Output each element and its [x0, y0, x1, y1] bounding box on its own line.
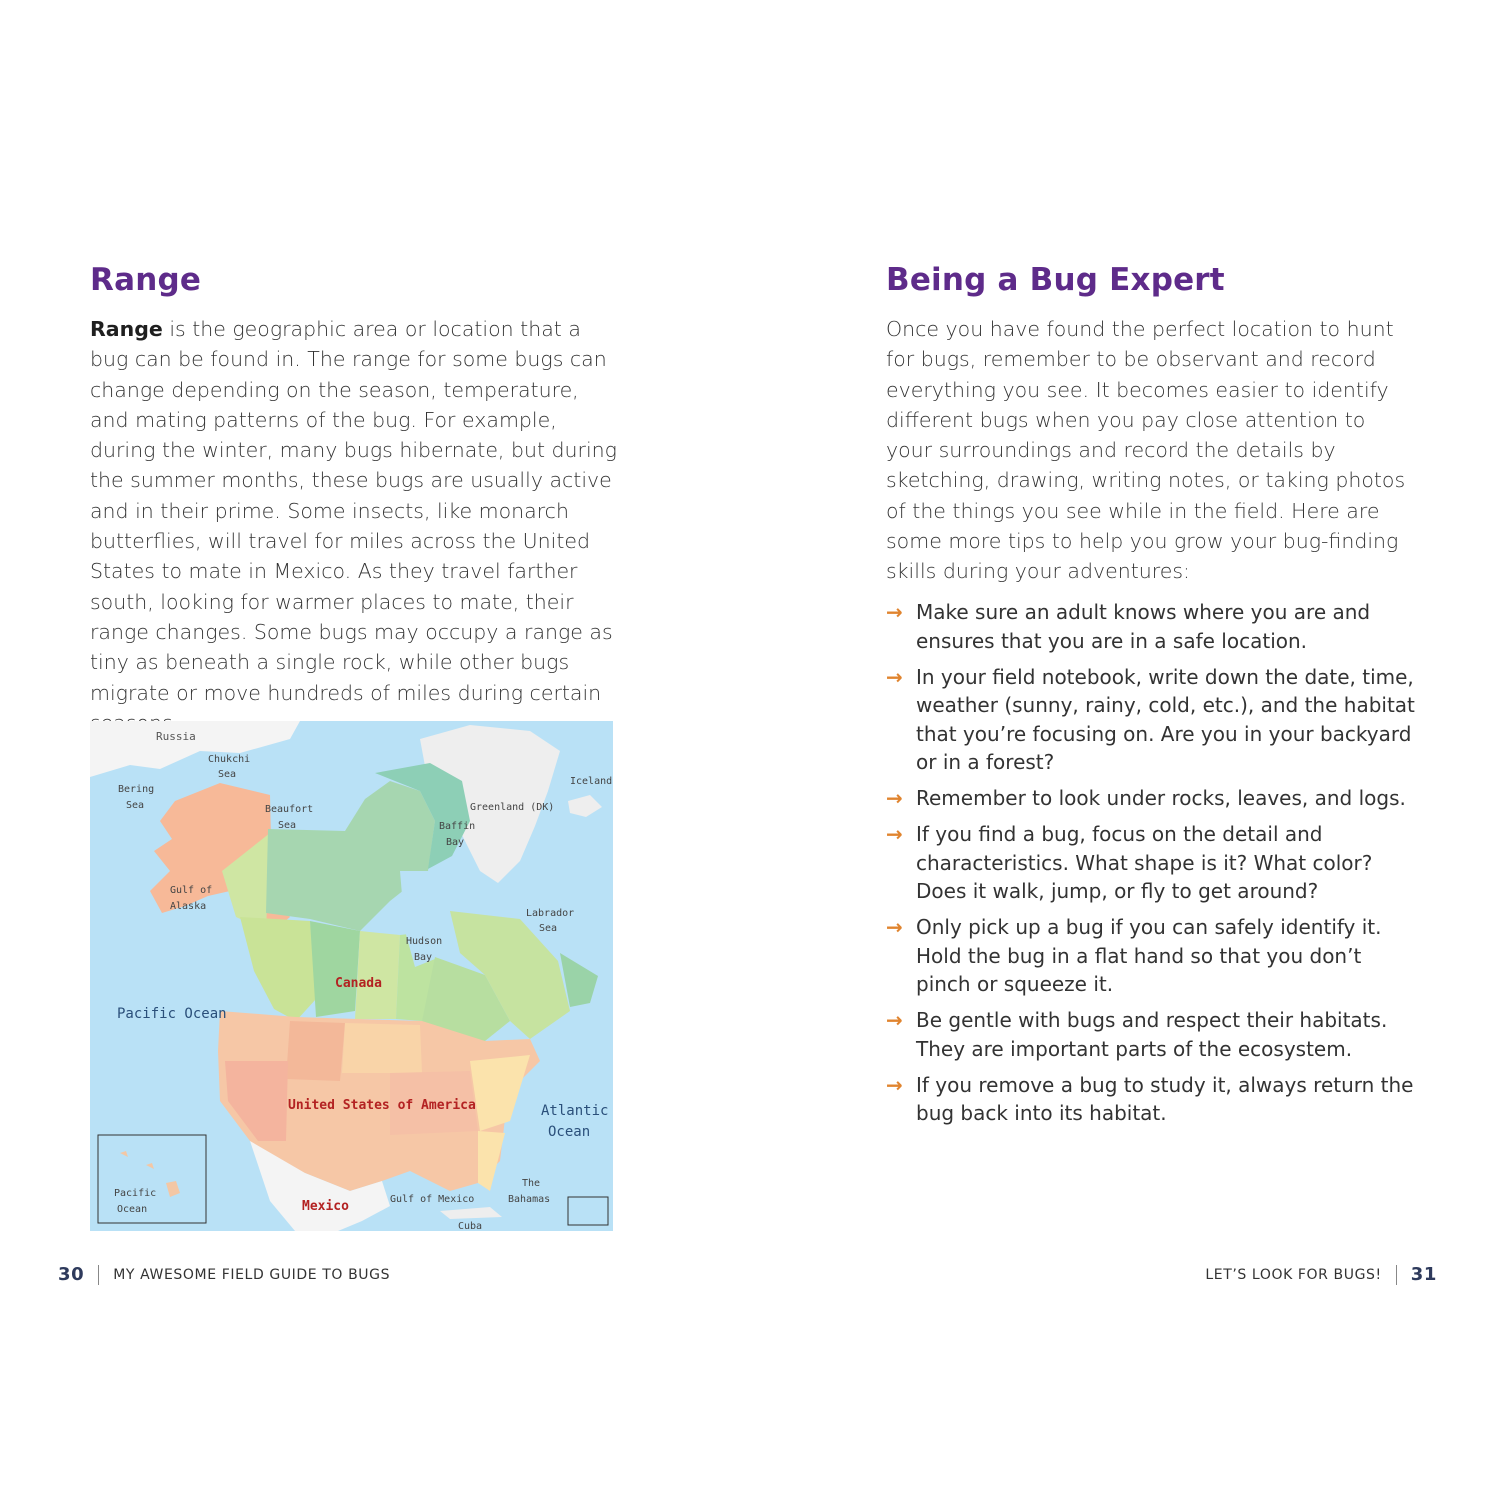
list-item	[886, 820, 1421, 906]
label-atlantic-2: Ocean	[548, 1124, 591, 1140]
label-gulf-alaska-1: Gulf of	[170, 885, 213, 896]
label-mexico: Mexico	[302, 1199, 349, 1214]
usa-plains	[342, 1023, 422, 1073]
footer-divider	[98, 1265, 99, 1285]
running-title-left: MY AWESOME FIELD GUIDE TO BUGS	[113, 1266, 391, 1283]
left-footer	[58, 1264, 390, 1285]
arrow-icon: →	[886, 664, 903, 689]
bug-expert-heading: Being a Bug Expert	[886, 262, 1225, 298]
bug-expert-paragraph: Once you have found the perfect location to hunt for bugs, remember to be observant and record everything you see. It becomes easier to identify different bugs when you pay close attention to your surroundings and record the details by sketching, drawing, writing notes, or taking photos of the things you see while in the field. Here are some more tips to help you grow your bug-finding skills during your adventures:	[886, 317, 1406, 584]
label-pacific-small-2: Ocean	[117, 1204, 148, 1215]
label-baffin-2: Bay	[446, 837, 465, 848]
footer-divider	[1396, 1265, 1397, 1285]
list-item	[886, 1006, 1421, 1063]
range-heading: Range	[90, 262, 202, 298]
label-greenland: Greenland (DK)	[470, 802, 555, 813]
page-number-right: 31	[1410, 1264, 1437, 1285]
label-chukchi-1: Chukchi	[208, 754, 251, 765]
list-item	[886, 598, 1421, 655]
label-russia: Russia	[156, 730, 196, 743]
north-america-map	[90, 721, 613, 1231]
arrow-icon: →	[886, 822, 903, 846]
label-iceland: Iceland	[570, 776, 613, 787]
label-pacific-small-1: Pacific	[114, 1188, 157, 1199]
label-bahamas-2: Bahamas	[508, 1194, 551, 1205]
label-bering-2: Sea	[126, 800, 145, 811]
map-svg	[90, 721, 613, 1231]
tip-text: If you find a bug, focus on the detail and characteristics. What shape is it? What color? Does it walk, jump, or fly to get around?	[916, 822, 1373, 903]
label-gulf-mexico: Gulf of Mexico	[390, 1194, 475, 1205]
tip-text: Be gentle with bugs and respect their habitats. They are important parts of the ecosystem.	[916, 1008, 1388, 1061]
page-number-left: 30	[58, 1264, 85, 1285]
label-canada: Canada	[335, 976, 382, 991]
arrow-icon: →	[886, 600, 903, 624]
label-gulf-alaska-2: Alaska	[170, 901, 207, 912]
label-chukchi-2: Sea	[218, 769, 237, 780]
running-title-right: LET’S LOOK FOR BUGS!	[1205, 1266, 1382, 1283]
label-baffin-1: Baffin	[439, 821, 476, 832]
label-cuba: Cuba	[458, 1221, 483, 1231]
label-bering-1: Bering	[118, 784, 155, 795]
label-labrador-1: Labrador	[526, 908, 575, 919]
tip-text: If you remove a bug to study it, always return the bug back into its habitat.	[916, 1072, 1414, 1125]
tip-text: Remember to look under rocks, leaves, and logs.	[916, 786, 1406, 810]
usa-northwest	[286, 1021, 345, 1081]
tips-list	[886, 598, 1421, 1135]
right-page	[750, 0, 1500, 1500]
saskatchewan	[355, 931, 400, 1019]
label-bahamas-1: The	[522, 1178, 541, 1189]
list-item	[886, 663, 1421, 777]
label-hudson-1: Hudson	[406, 936, 443, 947]
arrow-icon: →	[886, 786, 903, 810]
label-hudson-2: Bay	[414, 952, 433, 963]
tip-text: In your field notebook, write down the date, time, weather (sunny, rainy, cold, etc.), and the habitat that you’re focusing on. Are you in your backyard or in a forest?	[916, 664, 1415, 774]
label-beaufort-2: Sea	[278, 820, 297, 831]
label-pacific: Pacific Ocean	[117, 1006, 227, 1022]
range-paragraph	[90, 314, 618, 738]
alberta	[310, 921, 360, 1017]
range-paragraph-text: is the geographic area or location that a bug can be found in. The range for some bugs can change depending on the season, temperature, and mating patterns of the bug. For example, during the winter, many bugs hibernate, but during the summer months, these bugs are usually active and in their prime. Some insects, like monarch butterflies, will travel for miles across the United States to mate in Mexico. As they travel farther south, looking for warmer places to mate, their range changes. Some bugs may occupy a range as tiny as beneath a single rock, while other bugs migrate or move hundreds of miles during certain	[90, 317, 617, 705]
tip-text: Make sure an adult knows where you are and ensures that you are in a safe location.	[916, 600, 1371, 653]
label-labrador-2: Sea	[539, 923, 558, 934]
list-item	[886, 784, 1421, 813]
list-item	[886, 1071, 1421, 1128]
arrow-icon: →	[886, 915, 903, 939]
range-term: Range	[90, 317, 163, 341]
arrow-icon: →	[886, 1072, 903, 1097]
label-usa: United States of America	[288, 1098, 476, 1113]
list-item	[886, 913, 1421, 999]
tip-text: Only pick up a bug if you can safely identify it. Hold the bug in a flat hand so that you don’t pinch or squeeze it.	[916, 915, 1382, 996]
arrow-icon: →	[886, 1008, 903, 1032]
right-footer	[1205, 1264, 1437, 1285]
label-beaufort-1: Beaufort	[265, 804, 314, 815]
label-atlantic-1: Atlantic	[541, 1103, 609, 1119]
